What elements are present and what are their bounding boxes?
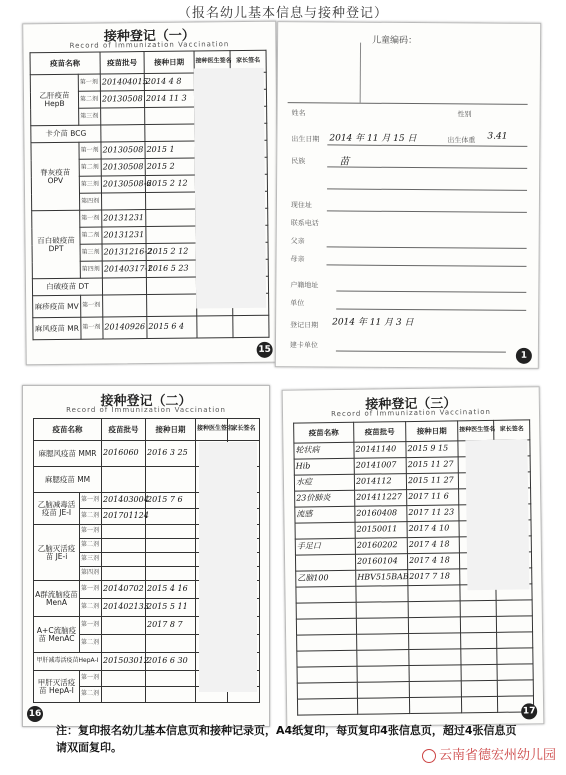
date-value: 2015 5 11 [146, 599, 196, 617]
dose-label: 第二剂 [79, 159, 101, 176]
col-doctor: 接种医生签名 [196, 419, 228, 441]
record-card-1 [22, 21, 280, 366]
dose-label: 第一剂 [80, 210, 102, 227]
page-number-badge: 16 [27, 706, 43, 722]
batch-value: HBV515BAB [356, 570, 408, 587]
vaccine-name: A+C流脑疫苗 MenAC [34, 617, 80, 653]
dose-label: 第三剂 [79, 176, 101, 193]
birth-weight-value: 3.41 [487, 131, 508, 142]
dose-label: 第一剂 [80, 493, 102, 509]
divider [336, 309, 526, 311]
col-date: 接种日期 [144, 51, 194, 74]
batch-value: 20131231 [102, 227, 146, 244]
vaccine-name: 百白破疫苗 DPT [32, 210, 81, 278]
page-title: （报名幼儿基本信息与接种登记） [177, 6, 388, 21]
card-subtitle: Record of Immunization Vaccination [331, 407, 491, 419]
page-number-badge: 17 [521, 703, 537, 719]
date-value: 2016 3 25 [146, 441, 196, 467]
batch-value: 20130508 [101, 159, 145, 176]
vaccine-name [295, 554, 355, 571]
vaccine-name: 乙肝疫苗 HepB [30, 74, 79, 125]
batch-value: 20160202 [355, 538, 407, 555]
divider [327, 264, 527, 266]
date-value: 2017 7 18 [408, 569, 460, 586]
date-value: 2015 6 4 [147, 316, 197, 339]
batch-value: 20130508 [101, 142, 145, 159]
vaccine-name: 麻风疫苗 MR [33, 317, 81, 340]
date-value: 2015 2 [145, 158, 195, 176]
date-value: 2015 11 27 [406, 473, 458, 490]
info-card [275, 21, 541, 369]
batch-value: 201404015 [100, 74, 144, 91]
vaccine-name: 23价肺炎 [295, 490, 355, 507]
field-label: 民族 [291, 157, 306, 166]
watermark-text: 云南省德宏州幼儿园 [438, 748, 556, 763]
vaccine-name: 轮状病 [294, 442, 354, 459]
redaction [194, 68, 267, 309]
field-label: 联系电话 [290, 219, 319, 228]
field-label: 单位 [290, 299, 305, 308]
date-value: 2016 5 23 [146, 260, 196, 278]
divider [327, 166, 527, 168]
batch-value: 20150011 [355, 522, 407, 539]
instruction-note: 注：复印报名幼儿基本信息页和接种记录页，A4纸复印，每页复印4张信息页，超过4张信息页请双面复印。 [56, 724, 517, 754]
batch-value: 20130508-6 [101, 176, 145, 193]
dose-label: 第一剂 [78, 74, 100, 91]
vaccine-name: 水痘 [294, 474, 354, 491]
vaccine-name: 甲肝减毒活疫苗HepA-I [34, 653, 102, 671]
col-batch: 疫苗批号 [102, 419, 146, 441]
dose-label: 第三剂 [80, 244, 102, 261]
batch-value: 201403004 [102, 493, 146, 509]
batch-value: 201411227 [355, 490, 407, 507]
batch-value: 20140702 [102, 581, 146, 599]
vaccine-name: 乙脑100 [296, 570, 356, 587]
dose-label: 第一剂 [81, 295, 103, 317]
dose-label: 第三剂 [80, 553, 102, 567]
date-value: 2015 2 12 [146, 243, 196, 261]
batch-value: 20140317-1 [102, 261, 146, 278]
batch-value: 201503012 [102, 653, 146, 671]
record-card-2 [22, 385, 270, 727]
field-label: 出生体重 [447, 136, 476, 145]
field-label: 现住址 [290, 201, 312, 210]
col-batch: 疫苗批号 [354, 422, 406, 443]
vaccine-name: 麻腮疫苗 MM [34, 467, 102, 493]
ethnicity-value: 苗 [339, 156, 350, 168]
dose-label: 第二剂 [80, 227, 102, 244]
card-subtitle: Record of Immunization Vaccination [69, 40, 230, 50]
dose-label: 第二剂 [80, 599, 102, 617]
date-value: 2015 4 16 [146, 581, 196, 599]
vaccine-name: 麻疹疫苗 MV [33, 295, 81, 318]
batch-value: 20160408 [355, 506, 407, 523]
date-value: 2017 4 18 [407, 553, 459, 570]
vaccine-name: 乙脑减毒活疫苗 JE-I [34, 493, 80, 525]
col-parent: 家长签名 [230, 50, 266, 72]
col-batch: 疫苗批号 [100, 52, 144, 74]
divider [336, 351, 506, 353]
dose-label: 第四剂 [80, 567, 102, 581]
redaction [465, 439, 529, 590]
birth-date-value: 2014 年 11 月 15 日 [329, 133, 417, 145]
vaccine-name: 白破疫苗 DT [32, 278, 102, 296]
divider [288, 102, 528, 105]
dose-label: 第二剂 [80, 687, 102, 703]
dose-label: 第二剂 [80, 635, 102, 653]
dose-label: 第二剂 [80, 509, 102, 525]
card-title: 接种登记（三） [365, 396, 457, 413]
watermark [422, 744, 556, 763]
table-row [297, 696, 533, 715]
card-title: 接种登记（二） [100, 394, 192, 409]
watermark-icon [422, 749, 436, 763]
dose-label: 第一剂 [80, 525, 102, 539]
vaccine-name: Hib [294, 458, 354, 475]
divider [360, 43, 362, 103]
col-doctor: 接种医生签名 [458, 420, 494, 441]
col-date: 接种日期 [146, 419, 196, 441]
batch-value: 20140926 [103, 317, 147, 339]
dose-label: 第一剂 [80, 617, 102, 635]
table-row [33, 315, 269, 339]
dose-label: 第四剂 [79, 193, 101, 210]
date-value: 2017 4 10 [407, 521, 459, 538]
vaccine-name: 卡介苗 BCG [31, 125, 101, 143]
date-value: 2017 11 23 [407, 505, 459, 522]
field-label: 性别 [457, 110, 472, 119]
batch-value: 20131231 [102, 210, 146, 227]
col-vaccine: 疫苗名称 [294, 422, 354, 443]
vaccine-name [295, 522, 355, 539]
dose-label: 第四剂 [80, 261, 102, 278]
divider [327, 144, 527, 146]
field-label: 出生日期 [291, 135, 320, 144]
batch-value: 20160104 [355, 554, 407, 571]
vaccine-name: 麻腮风疫苗 MMR [34, 441, 102, 467]
batch-value: 20130508 [100, 91, 144, 108]
date-value: 2017 8 7 [146, 617, 196, 635]
date-value: 2017 11 6 [407, 489, 459, 506]
register-date-value: 2014 年 11 月 3 日 [332, 317, 414, 329]
field-label: 姓名 [291, 109, 306, 118]
batch-value: 201402133 [102, 599, 146, 617]
batch-value: 2014112 [354, 474, 406, 491]
date-value: 2016 6 30 [146, 653, 196, 671]
field-label: 建卡单位 [289, 341, 318, 350]
batch-value: 20141140 [354, 442, 406, 459]
col-parent: 家长签名 [228, 419, 260, 441]
dose-label: 第一剂 [80, 671, 102, 687]
divider [327, 210, 527, 212]
child-code-label: 儿童编码： [372, 35, 418, 47]
date-value: 2015 7 6 [146, 493, 196, 509]
vaccine-name: 甲肝灭活疫苗 HepA-I [34, 671, 80, 703]
date-value: 2014 11 3 [144, 90, 194, 108]
col-vaccine: 疫苗名称 [34, 419, 102, 441]
col-doctor: 接种医生签名 [194, 51, 230, 73]
col-parent: 家长签名 [494, 420, 530, 441]
vaccine-name: A群流脑疫苗 MenA [34, 581, 80, 617]
dose-label: 第一剂 [81, 317, 103, 339]
record-card-3 [282, 386, 545, 728]
date-value: 2015 2 12 [145, 175, 195, 193]
dose-label: 第一剂 [80, 581, 102, 599]
date-value: 2015 1 [145, 141, 195, 159]
date-value: 2017 4 18 [407, 537, 459, 554]
vaccine-name: 脊灰疫苗 OPV [31, 142, 80, 210]
field-label: 登记日期 [290, 321, 319, 330]
date-value: 2015 9 15 [406, 441, 458, 458]
dose-label: 第一剂 [79, 142, 101, 159]
page-number-badge: 1 [516, 348, 532, 364]
dose-label: 第三剂 [79, 108, 101, 125]
batch-value: 20131216-2 [102, 244, 146, 261]
dose-label: 第二剂 [78, 91, 100, 108]
card-title: 接种登记（一） [103, 28, 195, 45]
redaction [199, 442, 257, 692]
col-vaccine: 疫苗名称 [30, 52, 100, 75]
batch-value: 20141007 [354, 458, 406, 475]
vaccine-name: 乙脑灭活疫苗 JE-i [34, 525, 80, 581]
vaccine-name: 手足口 [295, 538, 355, 555]
batch-value: 201701124 [102, 509, 146, 525]
date-value: 2015 11 27 [406, 457, 458, 474]
col-date: 接种日期 [406, 421, 458, 442]
page-number-badge: 15 [257, 342, 273, 358]
divider [327, 188, 527, 190]
field-label: 父亲 [290, 237, 305, 246]
divider [327, 246, 527, 248]
dose-label: 第二剂 [80, 539, 102, 553]
vaccine-name: 流感 [295, 506, 355, 523]
batch-value: 2016060 [102, 441, 146, 467]
date-value: 2014 4 8 [144, 73, 194, 91]
divider [336, 291, 526, 293]
card-subtitle: Record of Immunization Vaccination [66, 406, 226, 414]
field-label: 母亲 [290, 255, 305, 264]
field-label: 户籍地址 [290, 281, 319, 290]
